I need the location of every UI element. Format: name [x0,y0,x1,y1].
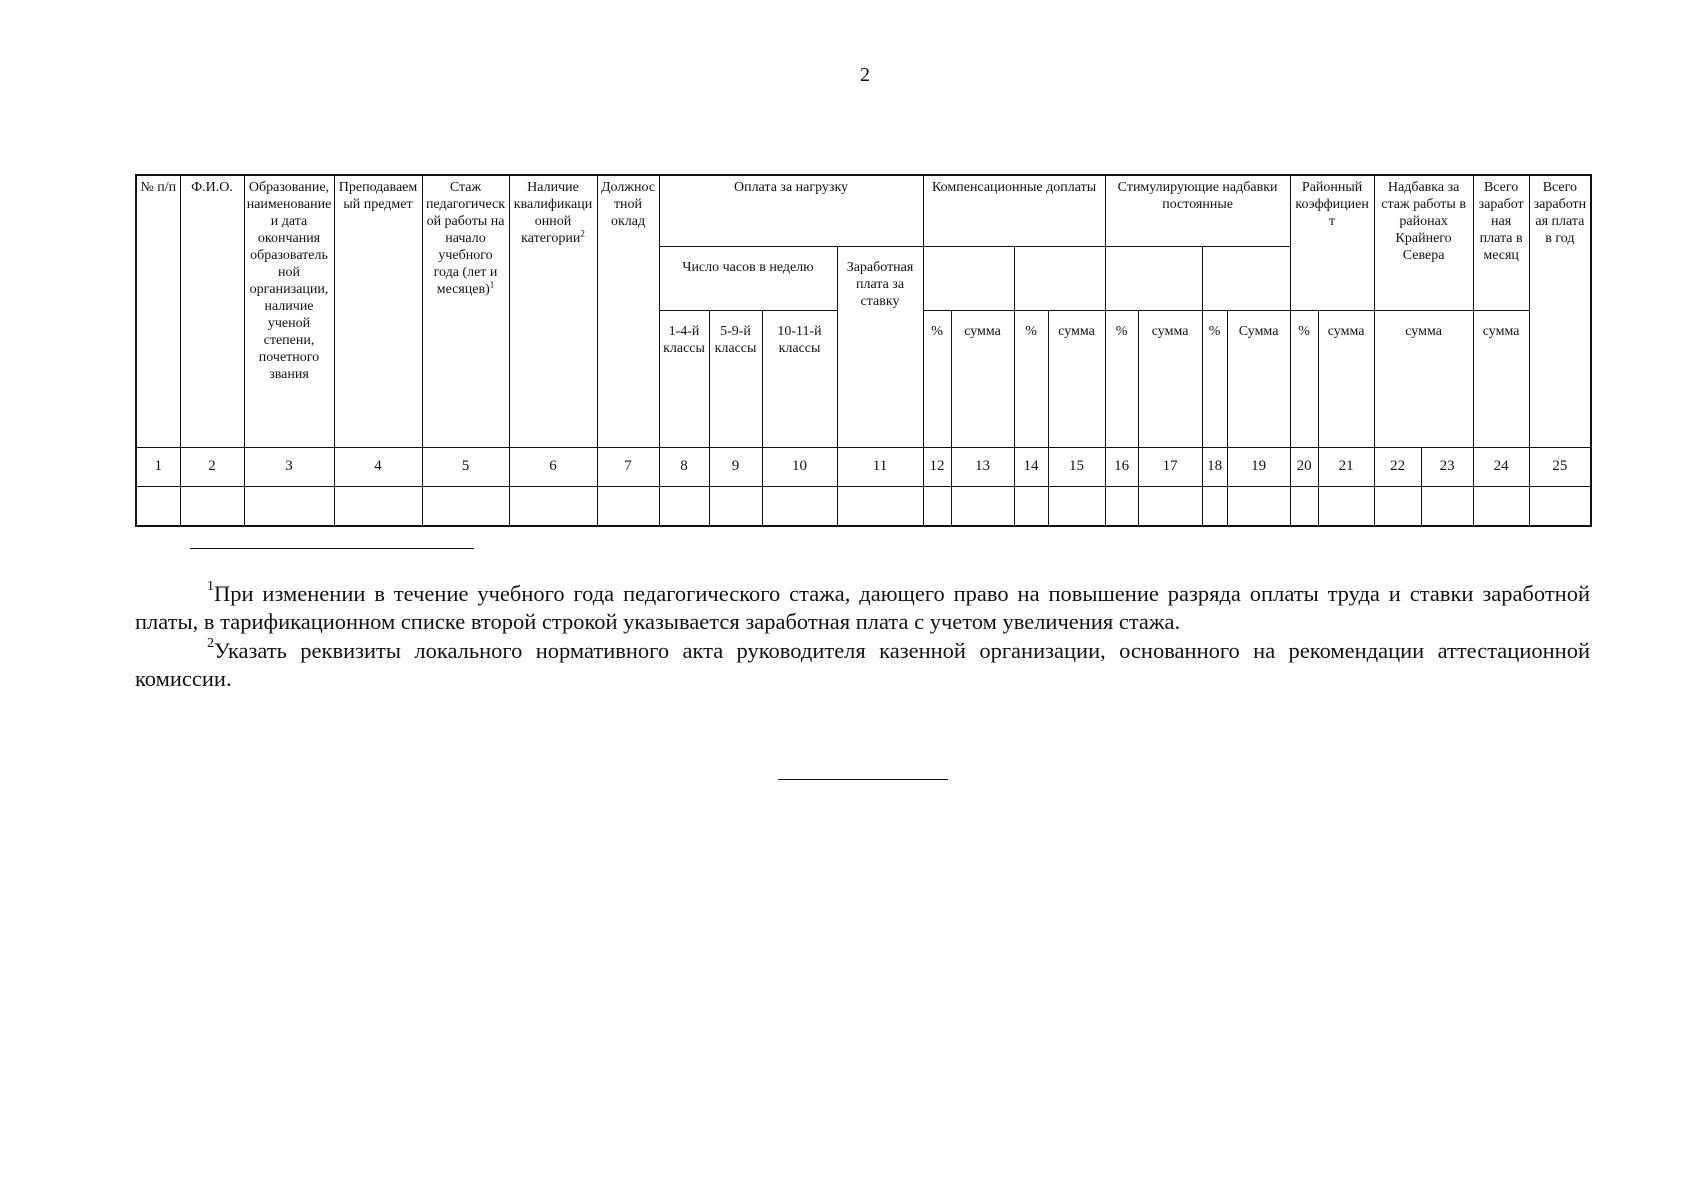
header-pct: % [1105,310,1138,447]
column-number: 20 [1290,447,1318,486]
empty-cell [709,486,762,526]
footnote-2 [135,637,1590,693]
empty-cell [509,486,597,526]
empty-cell [136,486,180,526]
cell-blank-stim-a [1105,246,1202,310]
footnote-separator [190,548,474,549]
column-number: 6 [509,447,597,486]
header-rate-pay: Заработная плата за ставку [837,246,923,447]
footnotes [135,580,1590,693]
empty-cell [1290,486,1318,526]
empty-cell [1374,486,1421,526]
column-number: 14 [1014,447,1048,486]
header-sum: сумма [1048,310,1105,447]
empty-cell [1202,486,1227,526]
header-sum: сумма [1138,310,1202,447]
column-number: 9 [709,447,762,486]
empty-cell [1138,486,1202,526]
header-sum: сумма [951,310,1014,447]
column-number: 23 [1421,447,1473,486]
header-year-total: Всего заработная плата в год [1529,175,1591,447]
empty-data-row [136,486,1591,526]
header-north: Надбавка за стаж работы в районах Крайнего Севера [1374,175,1473,310]
column-number: 16 [1105,447,1138,486]
column-number: 22 [1374,447,1421,486]
column-number: 10 [762,447,837,486]
empty-cell [837,486,923,526]
header-grades-1-4: 1-4-й классы [659,310,709,447]
column-number: 25 [1529,447,1591,486]
cell-blank-comp-a [923,246,1014,310]
empty-cell [1105,486,1138,526]
column-number: 8 [659,447,709,486]
header-compensation: Компенсационные доплаты [923,175,1105,246]
empty-cell [422,486,509,526]
header-grades-10-11: 10-11-й классы [762,310,837,447]
end-separator [778,779,948,780]
empty-cell [1529,486,1591,526]
empty-cell [1014,486,1048,526]
footnote-text: Указать реквизиты локального нормативного акта руководителя казенной организации, основанного на рекомендации аттестационной комиссии. [135,638,1590,691]
column-number: 7 [597,447,659,486]
empty-cell [334,486,422,526]
column-number: 2 [180,447,244,486]
column-number-row [136,447,1591,486]
header-pct: % [923,310,951,447]
column-number: 12 [923,447,951,486]
header-pct: % [1290,310,1318,447]
header-subject: Преподаваемый предмет [334,175,422,447]
header-education: Образование, наименование и дата окончания образовательной организации, наличие ученой степени, почетного звания [244,175,334,447]
header-grades-5-9: 5-9-й классы [709,310,762,447]
footnote-text: При изменении в течение учебного года педагогического стажа, дающего право на повышение разряда оплаты труда и ставки заработной платы, в тарификационном списке второй строкой указывается заработная плата с учетом увеличения стажа. [135,581,1590,634]
empty-cell [659,486,709,526]
header-sum: сумма [1318,310,1374,447]
header-sum: Сумма [1227,310,1290,447]
column-number: 13 [951,447,1014,486]
column-number: 5 [422,447,509,486]
empty-cell [1318,486,1374,526]
header-num: № п/п [136,175,180,447]
column-number: 11 [837,447,923,486]
column-number: 1 [136,447,180,486]
footnote-1 [135,580,1590,636]
cell-blank-stim-b [1202,246,1290,310]
empty-cell [951,486,1014,526]
footnote-mark: 1 [207,578,214,594]
header-pct: % [1014,310,1048,447]
empty-cell [1048,486,1105,526]
column-number: 4 [334,447,422,486]
empty-cell [762,486,837,526]
footnote-ref-1: 1 [489,279,495,290]
page-number: 2 [860,64,870,86]
column-number: 18 [1202,447,1227,486]
header-pct: % [1202,310,1227,447]
header-sum-north: сумма [1374,310,1473,447]
column-number: 3 [244,447,334,486]
empty-cell [244,486,334,526]
header-fio: Ф.И.О. [180,175,244,447]
header-qualification-text: Наличие квалификационной категории [513,180,593,246]
header-load-pay: Оплата за нагрузку [659,175,923,246]
header-hours-per-week: Число часов в неделю [659,246,837,310]
column-number: 21 [1318,447,1374,486]
footnote-ref-2: 2 [580,228,585,239]
header-qualification [509,175,597,447]
column-number: 17 [1138,447,1202,486]
empty-cell [1473,486,1529,526]
header-salary: Должностной оклад [597,175,659,447]
column-number: 24 [1473,447,1529,486]
header-month-total: Всего заработная плата в месяц [1473,175,1529,310]
header-experience-text: Стаж педагогической работы на начало учебного года (лет и месяцев) [425,180,506,297]
empty-cell [1421,486,1473,526]
empty-cell [597,486,659,526]
footnote-mark: 2 [207,635,214,651]
tariff-table [135,174,1592,527]
header-stimulating: Стимулирующие надбавки постоянные [1105,175,1290,246]
cell-blank-comp-b [1014,246,1105,310]
column-number: 15 [1048,447,1105,486]
empty-cell [1227,486,1290,526]
header-sum-month: сумма [1473,310,1529,447]
empty-cell [923,486,951,526]
empty-cell [180,486,244,526]
header-experience [422,175,509,447]
header-regional: Районный коэффициент [1290,175,1374,310]
column-number: 19 [1227,447,1290,486]
